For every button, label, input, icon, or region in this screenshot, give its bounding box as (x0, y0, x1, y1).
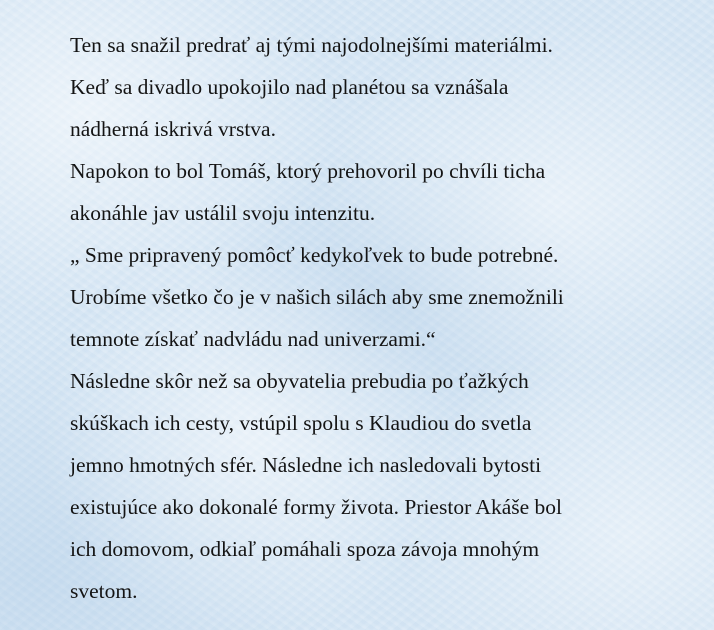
text-line: Napokon to bol Tomáš, ktorý prehovoril po chvíli ticha (70, 159, 546, 183)
text-line: nádherná iskrivá vrstva. (70, 117, 276, 141)
text-line: Keď sa divadlo upokojilo nad planétou sa vznášala (70, 75, 509, 99)
text-line: svetom. (70, 579, 138, 603)
text-line: Urobíme všetko čo je v našich silách aby sme znemožnili (70, 285, 564, 309)
text-line: akonáhle jav ustálil svoju intenzitu. (70, 201, 376, 225)
document-text-block (70, 24, 700, 612)
text-line: temnote získať nadvládu nad univerzami.“ (70, 327, 436, 351)
text-line: Následne skôr než sa obyvatelia prebudia po ťažkých (70, 369, 529, 393)
text-line: ich domovom, odkiaľ pomáhali spoza závoja mnohým (70, 537, 540, 561)
text-line: jemno hmotných sfér. Následne ich nasledovali bytosti (70, 453, 542, 477)
text-line: skúškach ich cesty, vstúpil spolu s Klaudiou do svetla (70, 411, 532, 435)
text-line: existujúce ako dokonalé formy života. Priestor Akáše bol (70, 495, 562, 519)
text-line: „ Sme pripravený pomôcť kedykoľvek to bude potrebné. (70, 243, 559, 267)
text-line: Ten sa snažil predrať aj tými najodolnejšími materiálmi. (70, 33, 553, 57)
